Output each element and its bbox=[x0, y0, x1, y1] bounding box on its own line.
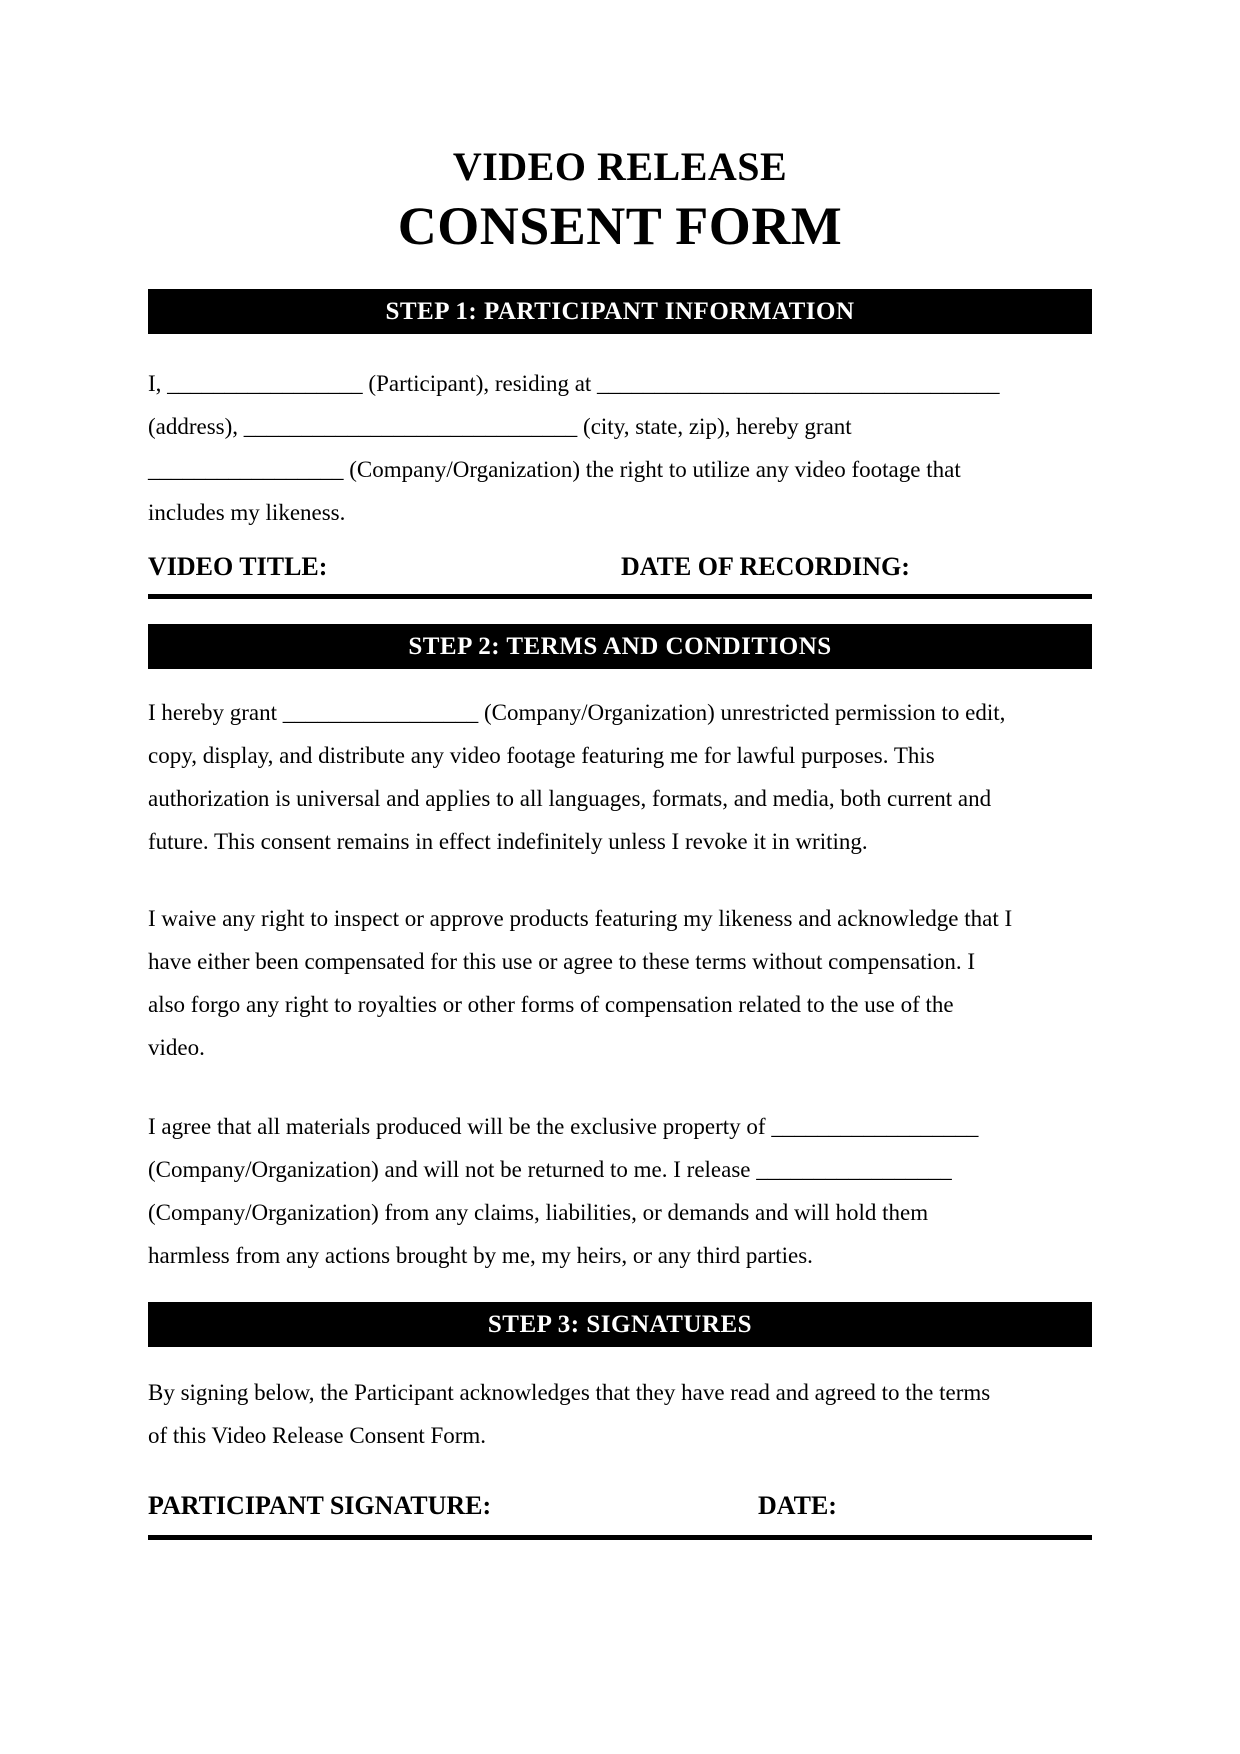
step1-header-label: STEP 1: PARTICIPANT INFORMATION bbox=[385, 297, 855, 325]
step3-header-bar bbox=[148, 1302, 1092, 1347]
step3-header-label: STEP 3: SIGNATURES bbox=[487, 1310, 753, 1338]
video-title-label: VIDEO TITLE: bbox=[148, 552, 328, 581]
step1-header-bar bbox=[148, 289, 1092, 334]
date-of-recording-label: DATE OF RECORDING: bbox=[621, 552, 910, 581]
step2-header-label: STEP 2: TERMS AND CONDITIONS bbox=[408, 632, 832, 660]
participant-signature-label: PARTICIPANT SIGNATURE: bbox=[148, 1491, 492, 1520]
signature-intro-paragraph bbox=[148, 1371, 1158, 1457]
terms-paragraph-1 bbox=[148, 691, 1158, 863]
step2-header-bar bbox=[148, 624, 1092, 669]
participant-info-line-3: _________________ (Company/Organization) the right to utilize any video footage that bbox=[148, 457, 961, 482]
terms-paragraph-2 bbox=[148, 897, 1158, 1069]
step1-bottom-rule bbox=[148, 594, 1092, 599]
terms-p2-line-3: also forgo any right to royalties or other forms of compensation related to the use of the bbox=[148, 992, 954, 1017]
terms-p3-line-1: I agree that all materials produced will be the exclusive property of __________________ bbox=[148, 1114, 979, 1139]
signature-rule bbox=[148, 1535, 1092, 1540]
participant-info-paragraph bbox=[148, 362, 1158, 534]
form-title-main: CONSENT FORM bbox=[397, 196, 843, 256]
date-label: DATE: bbox=[758, 1491, 837, 1520]
terms-p3-line-3: (Company/Organization) from any claims, liabilities, or demands and will hold them bbox=[148, 1200, 929, 1225]
terms-p3-line-4: harmless from any actions brought by me, my heirs, or any third parties. bbox=[148, 1243, 813, 1268]
signature-intro-line-1: By signing below, the Participant acknowledges that they have read and agreed to the terms bbox=[148, 1380, 991, 1405]
participant-info-line-2: (address), _____________________________ (city, state, zip), hereby grant bbox=[148, 414, 852, 439]
terms-p1-line-3: authorization is universal and applies to all languages, formats, and media, both current and bbox=[148, 786, 992, 811]
signature-intro-line-2: of this Video Release Consent Form. bbox=[148, 1423, 487, 1448]
terms-p1-line-2: copy, display, and distribute any video footage featuring me for lawful purposes. This bbox=[148, 743, 935, 768]
terms-paragraph-3 bbox=[148, 1105, 1158, 1277]
terms-p2-line-2: have either been compensated for this use or agree to these terms without compensation. I bbox=[148, 949, 976, 974]
form-title-subtitle: VIDEO RELEASE bbox=[452, 144, 788, 189]
terms-p2-line-1: I waive any right to inspect or approve products featuring my likeness and acknowledge that I bbox=[148, 906, 1013, 931]
participant-info-line-4: includes my likeness. bbox=[148, 500, 346, 525]
terms-p3-line-2: (Company/Organization) and will not be returned to me. I release _________________ bbox=[148, 1157, 952, 1182]
participant-info-line-1: I, _________________ (Participant), residing at ___________________________________ bbox=[148, 371, 1000, 396]
terms-p2-line-4: video. bbox=[148, 1035, 205, 1060]
terms-p1-line-4: future. This consent remains in effect indefinitely unless I revoke it in writing. bbox=[148, 829, 868, 854]
terms-p1-line-1: I hereby grant _________________ (Company/Organization) unrestricted permission to edit, bbox=[148, 700, 1006, 725]
